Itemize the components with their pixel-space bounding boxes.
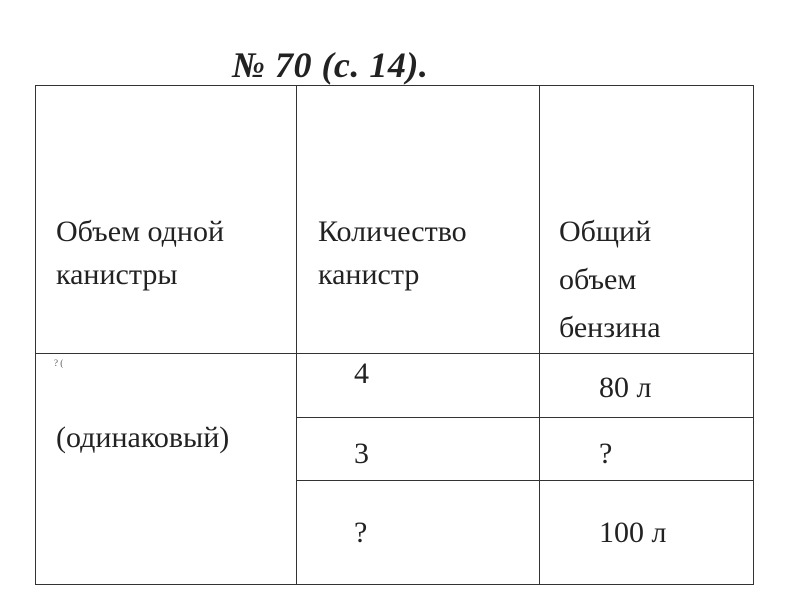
header-count-line2: канистр (318, 258, 420, 291)
header-volume-one-line2: канистры (56, 258, 178, 291)
row-2-count: 3 (354, 437, 369, 470)
row-2-total: ? (599, 437, 613, 470)
volume-note: (одинаковый) (56, 421, 230, 454)
row-1-total: 80 л (599, 371, 652, 404)
header-volume-one-line1: Объем одной (56, 215, 225, 248)
header-total-line2: объем (559, 263, 637, 296)
row-1-count: 4 (354, 357, 369, 390)
row-divider (296, 480, 753, 481)
header-divider (36, 353, 753, 354)
header-count-line1: Количество (318, 215, 467, 248)
row-3-count: ? (354, 516, 368, 549)
column-divider (539, 86, 540, 584)
page-title: № 70 (с. 14). (232, 45, 429, 85)
header-total-line3: бензина (559, 311, 661, 344)
column-divider (296, 86, 297, 584)
header-total-line1: Общий (559, 215, 652, 248)
data-table (35, 85, 754, 585)
row-divider (296, 417, 753, 418)
small-mark: ? ( (54, 358, 64, 368)
row-3-total: 100 л (599, 516, 667, 549)
